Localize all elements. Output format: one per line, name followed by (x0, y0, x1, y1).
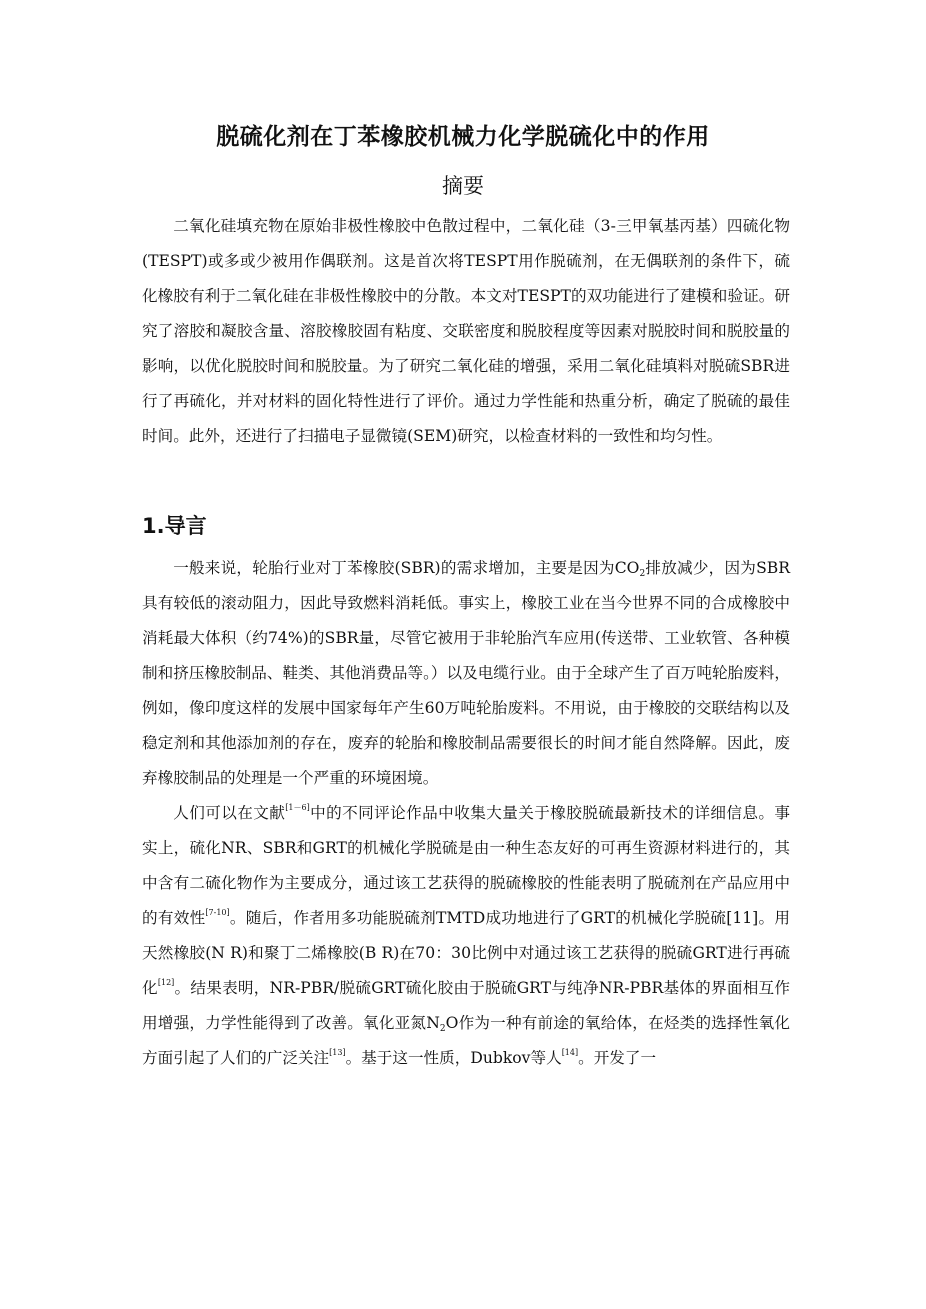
citation-ref: [14] (561, 1048, 579, 1057)
text-run: 。随后，作者用多功能脱硫剂TMTD成功地进行了GRT的机械化学脱硫[11]。用天然橡胶(N R)和聚丁二烯橡胶(B R)在70：30比例中对通过该工艺获得的脱硫GRT进行再硫化 (142, 909, 790, 997)
subscript: 2 (439, 1024, 446, 1034)
subscript: 2 (639, 569, 646, 579)
intro-paragraph-1 (142, 551, 790, 796)
text-run: 。开发了一 (578, 1049, 657, 1067)
introduction-body (142, 551, 790, 1076)
citation-ref: [1－6] (285, 803, 310, 812)
text-run: 中的不同评论作品中收集大量关于橡胶脱硫最新技术的详细信息。事实上，硫化NR、SBR和GRT的机械化学脱硫是由一种生态友好的可再生资源材料进行的，其中含有二硫化物作为主要成分，通过该工艺获得的脱硫橡胶的性能表明了脱硫剂在产品应用中的有效性 (142, 804, 790, 927)
abstract-body (142, 209, 790, 454)
citation-ref: [12] (157, 978, 175, 987)
text-run: 。结果表明，NR-PBR/脱硫GRT硫化胶由于脱硫GRT与纯净NR-PBR基体的界面相互作用增强，力学性能得到了改善。氧化亚氮N (142, 979, 790, 1032)
text-run: 。基于这一性质，Dubkov等人 (345, 1049, 562, 1067)
text-run: 排放减少，因为SBR具有较低的滚动阻力，因此导致燃料消耗低。事实上，橡胶工业在当今世界不同的合成橡胶中消耗最大体积（约74%)的SBR量，尽管它被用于非轮胎汽车应用(传送带、工业软管、各种模制和挤压橡胶制品、鞋类、其他消费品等。）以及电缆行业。由于全球产生了百万吨轮胎废料，例如，像印度这样的发展中国家每年产生60万吨轮胎废料。不用说，由于橡胶的交联结构以及稳定剂和其他添加剂的存在，废弃的轮胎和橡胶制品需要很长的时间才能自然降解。因此，废弃橡胶制品的处理是一个严重的环境困境。 (142, 559, 790, 787)
abstract-paragraph: 二氧化硅填充物在原始非极性橡胶中色散过程中，二氧化硅（3-三甲氧基丙基）四硫化物(TESPT)或多或少被用作偶联剂。这是首次将TESPT用作脱硫剂，在无偶联剂的条件下，硫化橡胶有利于二氧化硅在非极性橡胶中的分散。本文对TESPT的双功能进行了建模和验证。研究了溶胶和凝胶含量、溶胶橡胶固有粘度、交联密度和脱胶程度等因素对脱胶时间和脱胶量的影响，以优化脱胶时间和脱胶量。为了研究二氧化硅的增强，采用二氧化硅填料对脱硫SBR进行了再硫化，并对材料的固化特性进行了评价。通过力学性能和热重分析，确定了脱硫的最佳时间。此外，还进行了扫描电子显微镜(SEM)研究，以检查材料的一致性和均匀性。 (142, 217, 790, 445)
intro-paragraph-2 (142, 796, 790, 1076)
text-run: O作为一种有前途的氧给体，在烃类的选择性氧化方面引起了人们的广泛关注 (142, 1014, 790, 1067)
abstract-heading: 摘要 (442, 174, 484, 198)
text-run: 一般来说，轮胎行业对丁苯橡胶(SBR)的需求增加，主要是因为CO (173, 559, 640, 577)
text-run: 人们可以在文献 (173, 804, 286, 822)
document-title: 脱硫化剂在丁苯橡胶机械力化学脱硫化中的作用 (216, 124, 710, 150)
citation-ref: [7-10] (205, 908, 230, 917)
citation-ref: [13] (329, 1048, 346, 1057)
section-heading-introduction: 1.导言 (142, 514, 207, 538)
